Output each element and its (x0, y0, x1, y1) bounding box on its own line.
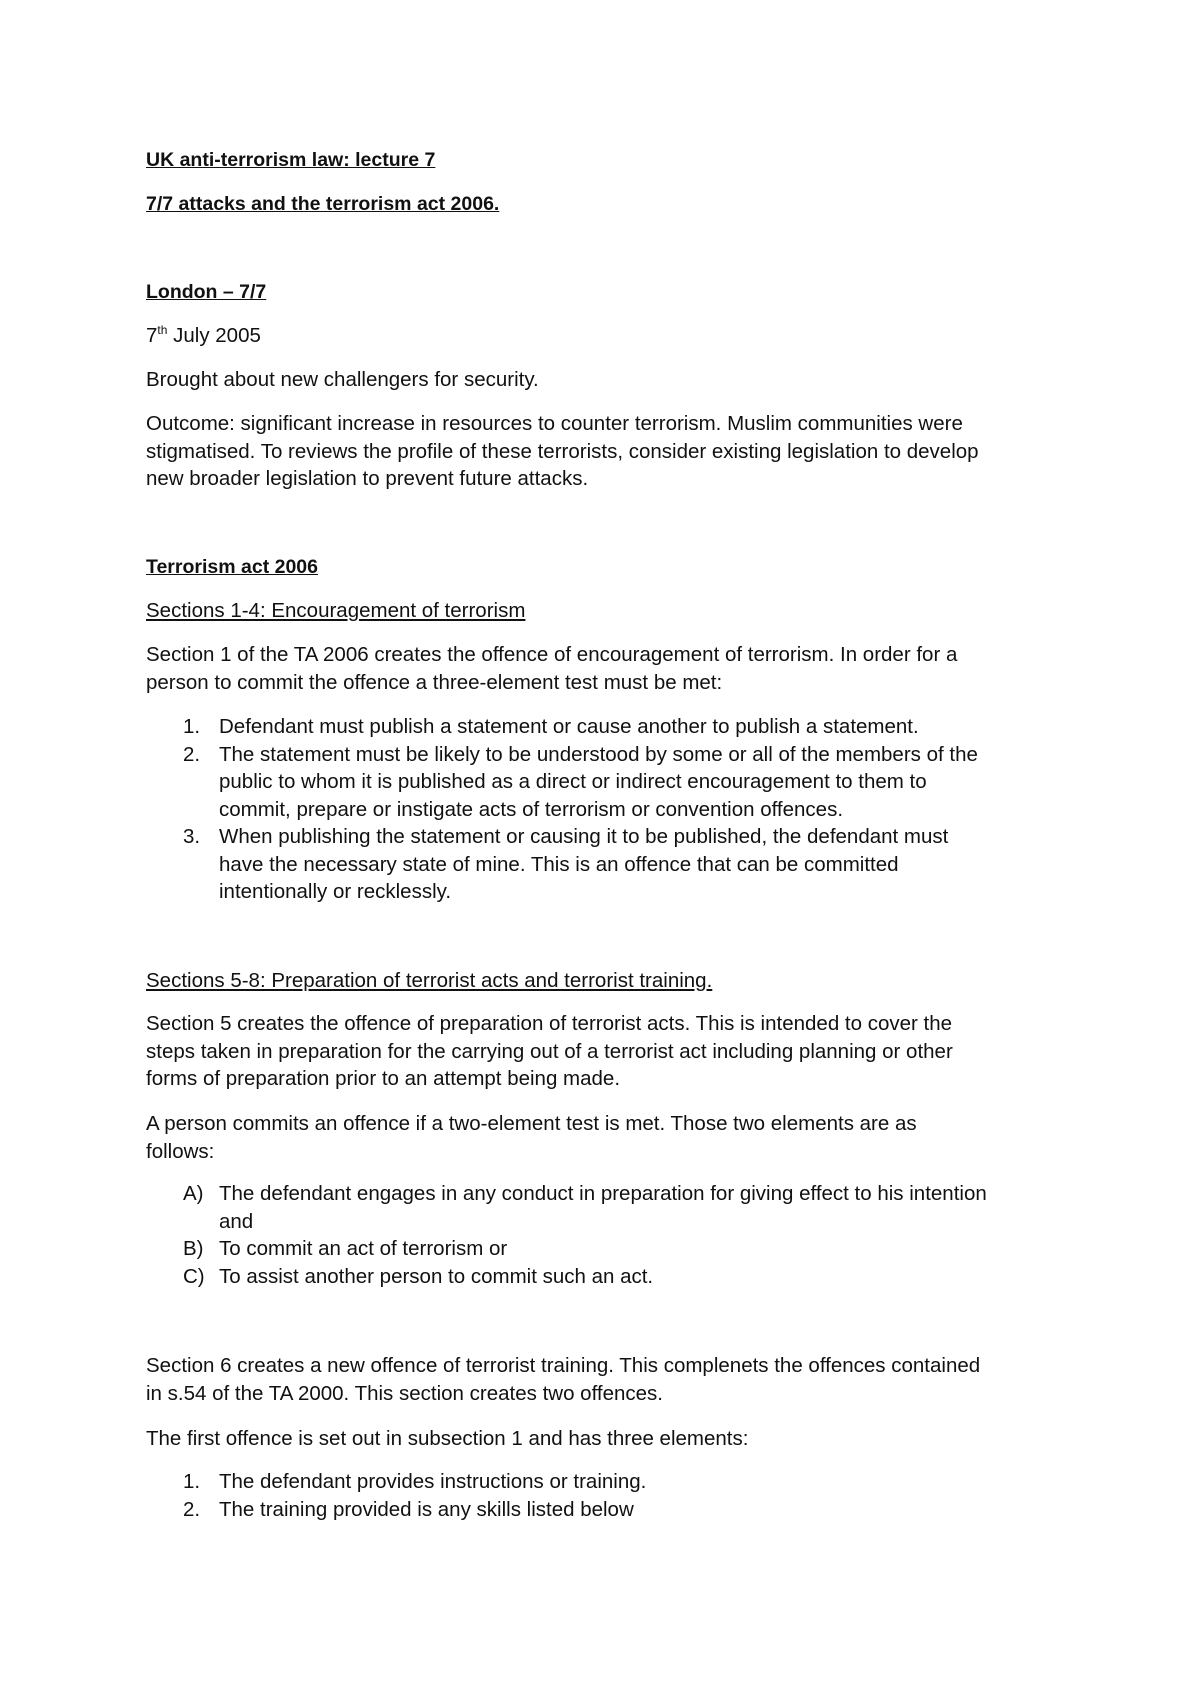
date-line (146, 322, 1066, 350)
outcome-line: new broader legislation to prevent future attacks. (146, 467, 589, 490)
list-item-line: The training provided is any skills listed below (219, 1497, 634, 1521)
outcome-paragraph (146, 410, 1066, 493)
list-item (146, 741, 1066, 824)
list-item (146, 1263, 1066, 1291)
ta2006-heading: Terrorism act 2006 (146, 556, 318, 578)
list-marker: 1. (183, 715, 201, 738)
london-heading: London – 7/7 (146, 281, 267, 303)
list-item (146, 1468, 1066, 1496)
date-day: 7 (146, 324, 158, 347)
outcome-line: stigmatised. To reviews the profile of these terrorists, consider existing legislation to develop (146, 439, 979, 463)
section5-line: forms of preparation prior to an attempt being made. (146, 1067, 621, 1090)
list-item-line: To assist another person to commit such an act. (219, 1264, 654, 1288)
list-item (146, 1496, 1066, 1524)
list-item (146, 713, 1066, 741)
list-marker: 2. (183, 742, 201, 766)
two-element-paragraph (146, 1110, 1066, 1165)
list-marker: A) (183, 1182, 204, 1205)
two-element-list (146, 1180, 1066, 1290)
section6-line: Section 6 creates a new offence of terrorist training. This complenets the offences contained (146, 1354, 981, 1377)
list-item-line: The statement must be likely to be understood by some or all of the members of the (219, 742, 978, 766)
list-marker: B) (183, 1237, 204, 1260)
list-item (146, 1235, 1066, 1263)
list-item-line: The defendant provides instructions or training. (219, 1470, 647, 1493)
list-item-line: When publishing the statement or causing it to be published, the defendant must (219, 825, 949, 848)
list-item-line: Defendant must publish a statement or cause another to publish a statement. (219, 715, 919, 738)
section5-line: steps taken in preparation for the carrying out of a terrorist act including planning or other (146, 1039, 953, 1063)
section6-line: in s.54 of the TA 2000. This section creates two offences. (146, 1381, 663, 1405)
list-item-line: commit, prepare or instigate acts of terrorism or convention offences. (219, 797, 844, 821)
list-marker: 3. (183, 825, 201, 848)
first-offence-text: The first offence is set out in subsection 1 and has three elements: (146, 1427, 749, 1450)
sections-1-4-heading: Sections 1-4: Encouragement of terrorism (146, 599, 526, 622)
list-marker: 2. (183, 1497, 201, 1521)
list-item-line: To commit an act of terrorism or (219, 1237, 508, 1260)
brought-about-text: Brought about new challengers for security. (146, 368, 539, 391)
date-rest: July 2005 (167, 324, 261, 347)
list-item (146, 823, 1066, 906)
section1-intro-line: person to commit the offence a three-element test must be met: (146, 670, 723, 694)
list-item-line: have the necessary state of mine. This is an offence that can be committed (219, 852, 899, 876)
two-element-line: follows: (146, 1139, 215, 1163)
section1-intro (146, 641, 1066, 696)
section1-intro-line: Section 1 of the TA 2006 creates the offence of encouragement of terrorism. In order for a (146, 643, 958, 666)
list-item-line: The defendant engages in any conduct in preparation for giving effect to his intention (219, 1182, 987, 1205)
list-item-line: public to whom it is published as a direct or indirect encouragement to them to (219, 770, 927, 793)
date-suffix: th (157, 323, 168, 337)
document-title: UK anti-terrorism law: lecture 7 (146, 149, 436, 171)
document-subtitle: 7/7 attacks and the terrorism act 2006. (146, 193, 500, 215)
first-offence-list (146, 1468, 1066, 1523)
list-item-line: intentionally or recklessly. (219, 880, 452, 903)
outcome-line: Outcome: significant increase in resources to counter terrorism. Muslim communities were (146, 412, 963, 435)
two-element-line: A person commits an offence if a two-element test is met. Those two elements are as (146, 1112, 917, 1135)
list-marker: 1. (183, 1470, 201, 1493)
three-element-list (146, 713, 1066, 906)
list-item-line: and (219, 1209, 254, 1233)
list-marker: C) (183, 1264, 205, 1288)
sections-5-8-heading: Sections 5-8: Preparation of terrorist acts and terrorist training. (146, 969, 713, 992)
section6-paragraph (146, 1352, 1066, 1407)
section5-line: Section 5 creates the offence of preparation of terrorist acts. This is intended to cover the (146, 1012, 953, 1035)
section5-paragraph (146, 1010, 1066, 1093)
list-item (146, 1180, 1066, 1235)
